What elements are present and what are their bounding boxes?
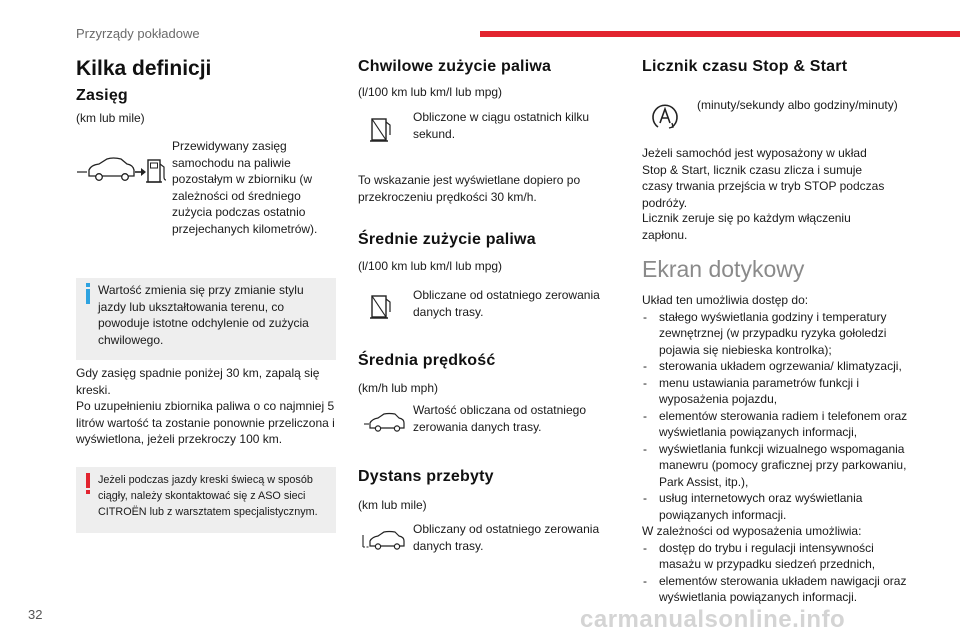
- range-units: (km lub mile): [76, 111, 145, 125]
- range-description: Przewidywany zasięg samochodu na paliwie pozostałym w zbiorniku (w zależności od średniego zużycia podczas ostatnio przejechanych kilometrów).: [172, 139, 318, 236]
- stop-start-units: (minuty/sekundy albo godziny/minuty): [697, 98, 898, 112]
- instant-consumption-note: To wskazanie jest wyświetlane dopiero po przekroczeniu prędkości 30 km/h.: [358, 173, 581, 204]
- touch-screen-heading: Ekran dotykowy: [642, 256, 805, 282]
- range-paragraph-1: Gdy zasięg spadnie poniżej 30 km, zapalą się kreski.: [76, 366, 320, 397]
- footer-watermark: carmanualsonline.info: [580, 606, 846, 633]
- list-item: - dostęp do trybu i regulacji intensywności masażu w przypadku siedzeń przednich,: [642, 540, 912, 573]
- distance-description: Obliczany od ostatniego zerowania danych trasy.: [413, 522, 600, 553]
- touch-screen-intro: Układ ten umożliwia dostęp do:: [642, 293, 809, 307]
- list-item: - usług internetowych oraz wyświetlania powiązanych informacji.: [642, 490, 912, 523]
- fuel-pump-crossed-icon: [369, 117, 393, 143]
- info-box-text: Wartość zmienia się przy zmianie stylu jazdy lub ukształtowania terenu, co powoduje istotne odchylenie od zużycia chwilowego.: [98, 283, 309, 347]
- touch-screen-optional-list: [642, 540, 912, 606]
- page-number: 32: [28, 607, 43, 622]
- car-speed-icon: [364, 411, 408, 435]
- stop-start-paragraph-2: Licznik zeruje się po każdym włączeniu zapłonu.: [642, 211, 851, 242]
- touch-screen-intro-2: W zależności od wyposażenia umożliwia:: [642, 524, 862, 538]
- info-icon: [85, 283, 91, 305]
- instant-consumption-description: Obliczone w ciągu ostatnich kilku sekund.: [413, 110, 590, 141]
- range-heading: Zasięg: [76, 87, 128, 104]
- list-item: - elementów sterowania radiem i telefonem oraz wyświetlania powiązanych informacji,: [642, 408, 912, 441]
- warning-icon: [85, 473, 91, 497]
- list-item: - wyświetlania funkcji wizualnego wspomagania manewru (pomocy graficznej przy parkowaniu, Park Assist, itp.),: [642, 441, 912, 491]
- warning-box: [76, 467, 336, 533]
- average-speed-description: Wartość obliczana od ostatniego zerowania danych trasy.: [413, 403, 586, 434]
- header-accent-bar: [480, 31, 960, 37]
- warning-box-text: Jeżeli podczas jazdy kreski świecą w sposób ciągły, należy skontaktować się z ASO sieci CITROËN lub z warsztatem specjalistycznym.: [98, 474, 318, 518]
- touch-screen-section: [642, 292, 912, 606]
- main-heading: Kilka definicji: [76, 57, 212, 80]
- touch-screen-features-list: [642, 309, 912, 524]
- average-consumption-units: (l/100 km lub km/l lub mpg): [358, 259, 503, 273]
- list-item: - elementów sterowania układem nawigacji oraz wyświetlania powiązanych informacji.: [642, 573, 912, 606]
- stop-start-heading: Licznik czasu Stop & Start: [642, 58, 848, 75]
- range-paragraph-2: Po uzupełnieniu zbiornika paliwa o co najmniej 5 litrów wartość ta zostanie ponownie przeliczona i wyświetlona, jeżeli przekroczy 100 km.: [76, 399, 335, 446]
- list-item: - stałego wyświetlania godziny i temperatury zewnętrznej (w przypadku ryzyka gołoledzi pojawia się niebieska kontrolka);: [642, 309, 912, 359]
- car-distance-icon: [362, 529, 408, 553]
- average-speed-heading: Średnia prędkość: [358, 352, 496, 369]
- average-consumption-heading: Średnie zużycie paliwa: [358, 231, 536, 248]
- average-speed-units: (km/h lub mph): [358, 381, 439, 395]
- distance-heading: Dystans przebyty: [358, 468, 494, 485]
- list-item: - sterowania układem ogrzewania/ klimatyzacji,: [642, 358, 912, 375]
- instant-consumption-heading: Chwilowe zużycie paliwa: [358, 58, 552, 75]
- section-title: Przyrządy pokładowe: [76, 26, 200, 41]
- stop-start-icon: [650, 101, 680, 131]
- instant-consumption-units: (l/100 km lub km/l lub mpg): [358, 85, 503, 99]
- fuel-pump-crossed-icon: [369, 294, 393, 320]
- info-box: [76, 278, 336, 360]
- stop-start-paragraph-1: Jeżeli samochód jest wyposażony w układ Stop & Start, licznik czasu zlicza i sumuje czasy trwania przejścia w tryb STOP podczas podróży.: [642, 146, 885, 210]
- average-consumption-description: Obliczane od ostatniego zerowania danych trasy.: [413, 288, 600, 319]
- list-item: - menu ustawiania parametrów funkcji i wyposażenia pojazdu,: [642, 375, 912, 408]
- distance-units: (km lub mile): [358, 498, 427, 512]
- car-fuel-range-icon: [77, 150, 169, 188]
